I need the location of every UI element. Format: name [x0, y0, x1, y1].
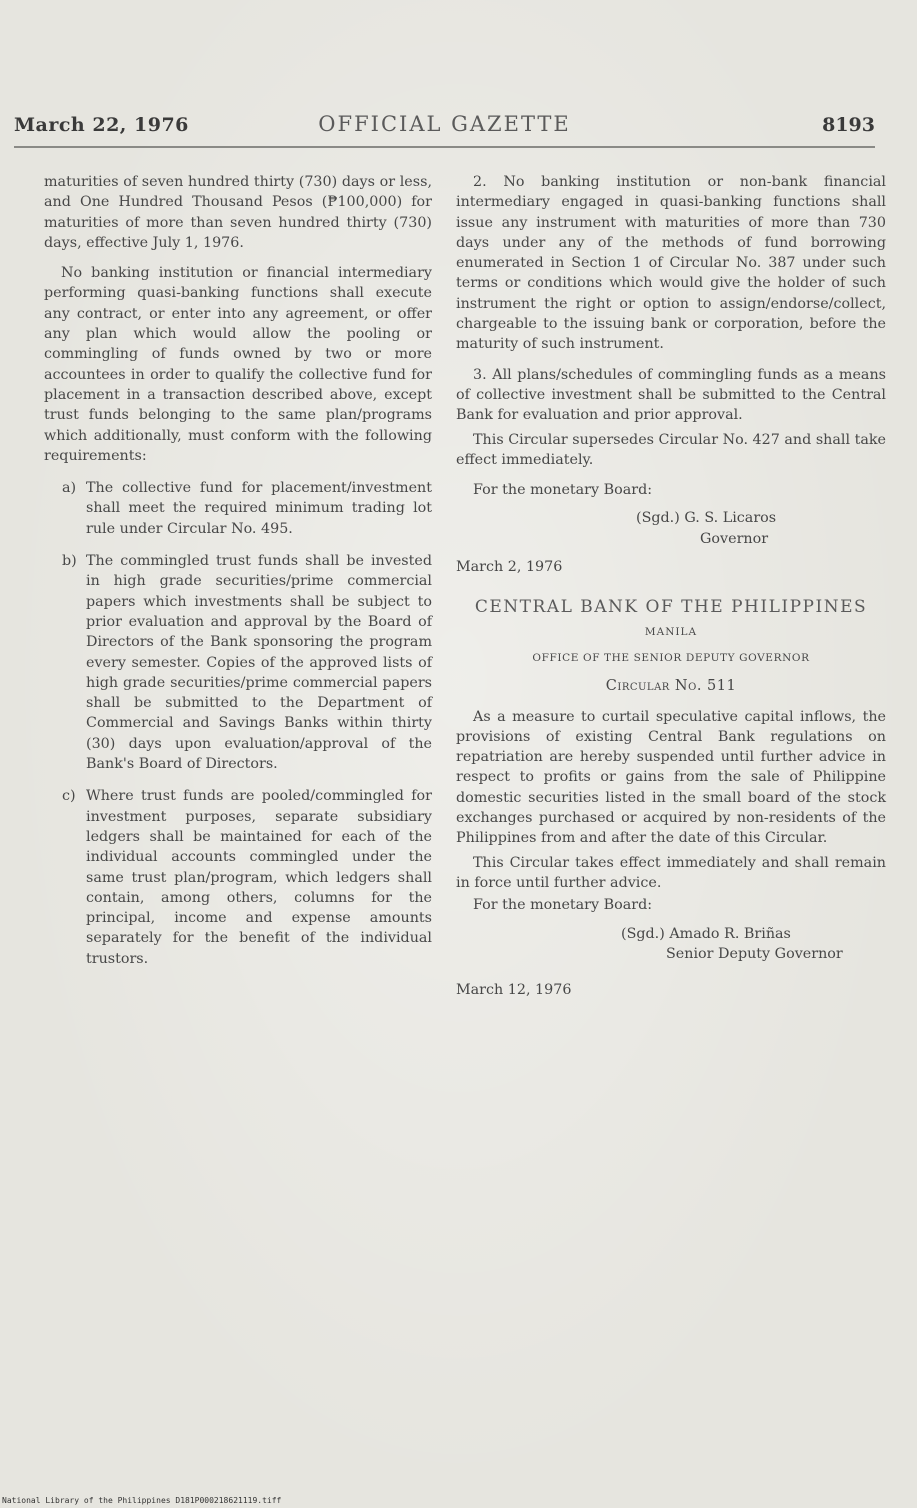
list-label: b)	[62, 553, 77, 570]
list-label: c)	[62, 788, 76, 805]
paragraph: 2. No banking institution or non-bank financial intermediary engaged in quasi-banking functions shall issue any instrument with maturities of more than 730 days under any of the methods of fund borrowing enumerated in Section 1 of Circular No. 387 under such terms or conditions which would give the holder of such instrument the right or option to assign/endorse/collect, chargeable to the issuing bank or corporation, before the maturity of such instrument.	[456, 174, 886, 353]
for-board-line: For the monetary Board:	[473, 897, 653, 914]
requirement-c	[44, 786, 432, 969]
requirement-b	[44, 551, 432, 774]
left-column	[44, 172, 432, 969]
library-scan-label: National Library of the Philippines D181P000218621119.tiff	[2, 1496, 282, 1505]
signature-title: Senior Deputy Governor	[666, 945, 843, 962]
paragraph: maturities of seven hundred thirty (730) days or less, and One Hundred Thousand Pesos (₱100,000) for maturities of more than seven hundred thirty (730) days, effective July 1, 1976.	[44, 174, 432, 251]
signature-name: (Sgd.) G. S. Licaros	[636, 510, 777, 527]
right-column	[456, 172, 886, 1000]
paragraph: This Circular takes effect immediately and shall remain in force until further advice.	[456, 854, 886, 891]
paragraph: 3. All plans/schedules of commingling funds as a means of collective investment shall be submitted to the Central Bank for evaluation and prior approval.	[456, 366, 886, 424]
paragraph: As a measure to curtail speculative capital inflows, the provisions of existing Central Bank regulations on repatriation are hereby suspended until further advice in respect to profits or gains from the sale of Philippine domestic securities listed in the small board of the stock exchanges purchased or acquired by non-residents of the Philippines from and after the date of this Circular.	[456, 708, 886, 847]
signature-name: (Sgd.) Amado R. Briñas	[621, 925, 791, 942]
central-bank-city: MANILA	[644, 625, 698, 638]
page-number: 8193	[822, 114, 875, 136]
issue-date: March 2, 1976	[456, 559, 563, 576]
list-text: The collective fund for placement/investment shall meet the required minimum trading lot rule under Circular No. 495.	[86, 480, 432, 537]
paragraph: No banking institution or financial intermediary performing quasi-banking functions shall execute any contract, or enter into any agreement, or offer any plan which would allow the pooling or commingling of funds owned by two or more accountees in order to qualify the collective fund for placement in a transaction described above, except trust funds belonging to the same plan/programs which additionally, must conform with the following requirements:	[44, 265, 432, 464]
list-text: The commingled trust funds shall be invested in high grade securities/prime commercial papers which investments shall be subject to prior evaluation and approval by the Board of Directors of the Bank sponsoring the program every semester. Copies of the approved lists of high grade securities/prime commercial papers shall be submitted to the Department of Commercial and Savings Banks within thirty (30) days upon evaluation/approval of the Bank's Board of Directors.	[86, 553, 432, 773]
circular-number: Circular No. 511	[605, 678, 737, 695]
header-date: March 22, 1976	[14, 114, 189, 136]
paragraph: This Circular supersedes Circular No. 427 and shall take effect immediately.	[456, 431, 886, 468]
requirement-a	[44, 478, 432, 539]
for-board-line: For the monetary Board:	[473, 482, 653, 499]
issue-date: March 12, 1976	[456, 982, 572, 999]
header-rule	[14, 146, 875, 148]
page-header	[14, 108, 875, 142]
signature-title: Governor	[700, 530, 769, 547]
publication-title: OFFICIAL GAZETTE	[318, 112, 571, 136]
central-bank-title: CENTRAL BANK OF THE PHILIPPINES	[474, 597, 868, 618]
list-label: a)	[62, 480, 77, 497]
office-line: OFFICE OF THE SENIOR DEPUTY GOVERNOR	[532, 651, 810, 664]
list-text: Where trust funds are pooled/commingled for investment purposes, separate subsidiary ledgers shall be maintained for each of the individual accounts commingled under the same trust plan/program, which ledgers shall contain, among others, columns for the principal, income and expense amounts separately for the benefit of the individual trustors.	[86, 788, 432, 967]
